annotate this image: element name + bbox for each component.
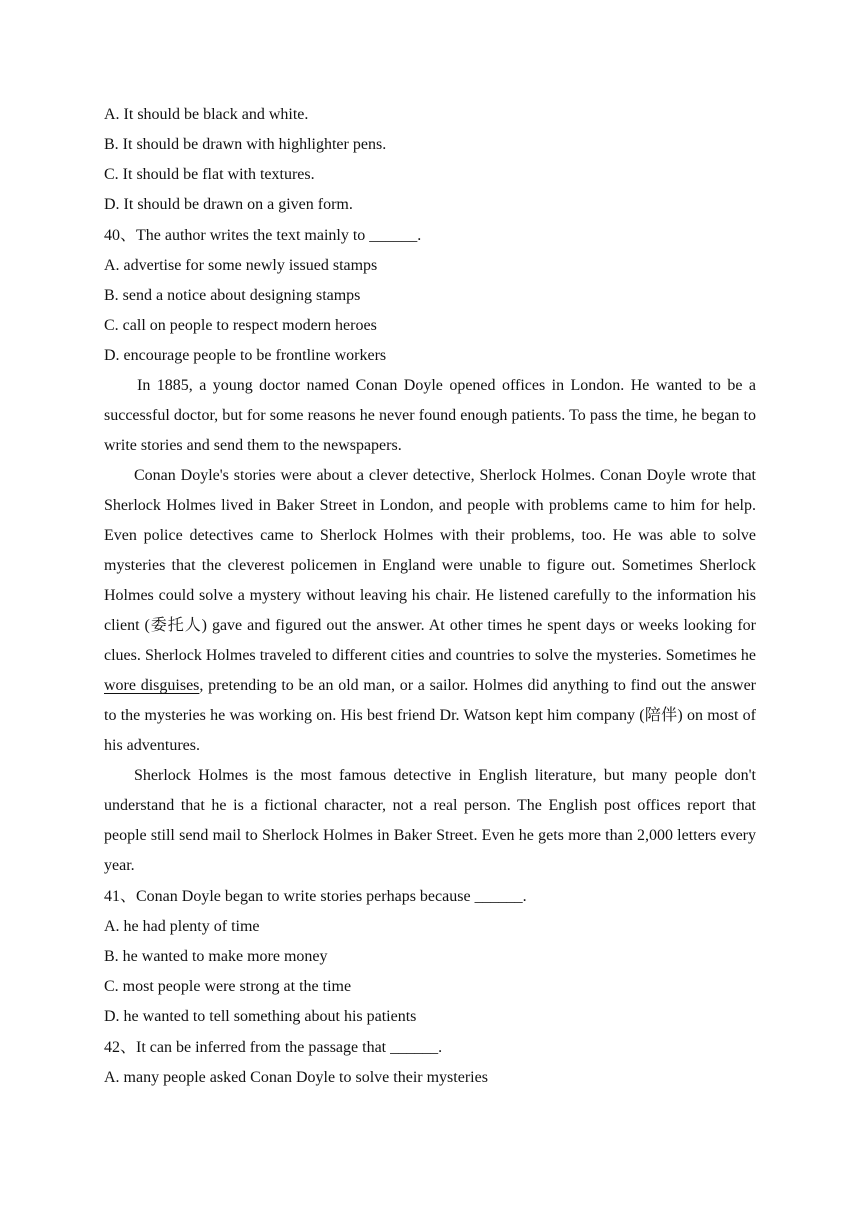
q41-stem: 41、Conan Doyle began to write stories perhaps because ______.	[104, 888, 527, 905]
passage-paragraph-1: In 1885, a young doctor named Conan Doyle opened offices in London. He wanted to be a successful doctor, but for some reasons he never found enough patients. To pass the time, he began to write stories and send them to the newspapers.	[104, 377, 756, 454]
paragraph-2-text-before: Conan Doyle's stories were about a clever detective, Sherlock Holmes. Conan Doyle wrote that Sherlock Holmes lived in Baker Street in London, and people with problems came to him for help. Even police detectives came to Sherlock Holmes with their problems, too. He was able to solve mysteries that the cleverest policemen in England were unable to figure out. Sometimes Sherlock Holmes could solve a mystery without leaving his chair. He listened carefully to the information his client (委托人) gave and figured out the answer. At other times he spent days or weeks looking for clues. Sherlock Holmes traveled to different cities and countries to solve the mysteries. Sometimes he	[104, 467, 756, 664]
q41-option-c: C. most people were strong at the time	[104, 978, 352, 995]
page-content	[104, 100, 756, 1093]
q40-option-d: D. encourage people to be frontline workers	[104, 347, 387, 364]
underlined-phrase: wore disguises	[104, 677, 200, 694]
q42-stem: 42、It can be inferred from the passage that ______.	[104, 1039, 443, 1056]
paragraph-2-text-after: , pretending to be an old man, or a sailor. Holmes did anything to find out the answer to the mysteries he was working on. His best friend Dr. Watson kept him company (陪伴) on most of his adventures.	[104, 677, 757, 754]
q40-stem: 40、The author writes the text mainly to ______.	[104, 227, 422, 244]
q39-option-c: C. It should be flat with textures.	[104, 166, 315, 183]
q41-option-d: D. he wanted to tell something about his patients	[104, 1008, 417, 1025]
q41-option-b: B. he wanted to make more money	[104, 948, 328, 965]
passage-paragraph-3: Sherlock Holmes is the most famous detective in English literature, but many people don't understand that he is a fictional character, not a real person. The English post offices report that people still send mail to Sherlock Holmes in Baker Street. Even he gets more than 2,000 letters every year.	[104, 767, 756, 874]
q41-option-a: A. he had plenty of time	[104, 918, 260, 935]
q40-option-c: C. call on people to respect modern heroes	[104, 317, 377, 334]
q39-option-a: A. It should be black and white.	[104, 106, 309, 123]
q40-option-a: A. advertise for some newly issued stamps	[104, 257, 378, 274]
passage-paragraph-2	[104, 461, 756, 761]
q39-option-d: D. It should be drawn on a given form.	[104, 196, 353, 213]
q40-option-b: B. send a notice about designing stamps	[104, 287, 361, 304]
q39-option-b: B. It should be drawn with highlighter pens.	[104, 136, 387, 153]
q42-option-a: A. many people asked Conan Doyle to solve their mysteries	[104, 1069, 488, 1086]
